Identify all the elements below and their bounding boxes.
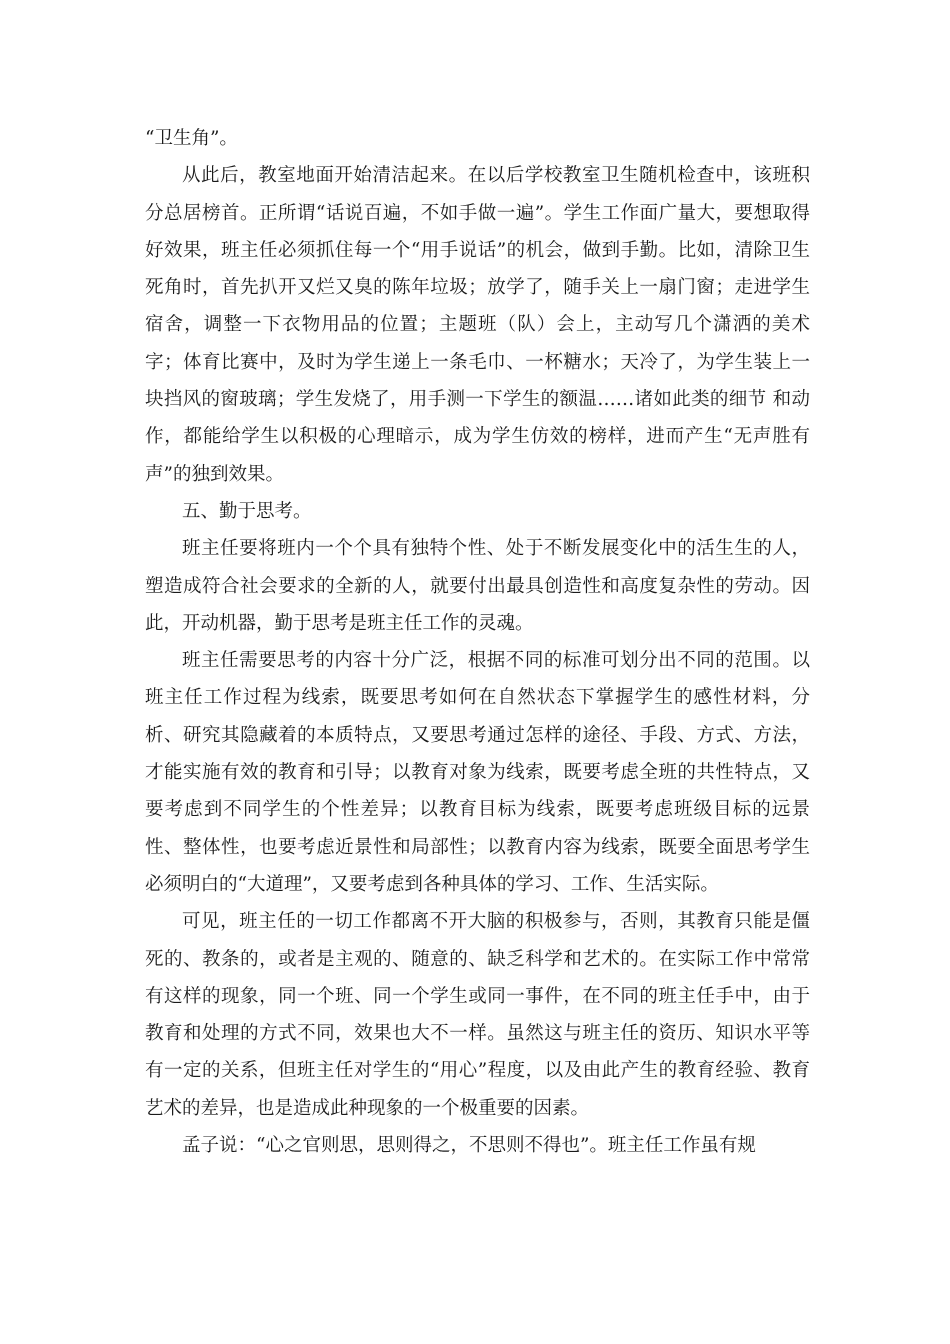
paragraph-hands-on: 从此后，教室地面开始清洁起来。在以后学校教室卫生随机检查中，该班积分总居榜首。正所谓“话说百遍，不如手做一遍”。学生工作面广量大，要想取得好效果，班主任必须抓住每一个“用手说话”的机会，做到手勤。比如，清除卫生死角时，首先扒开又烂又臭的陈年垃圾；放学了，随手关上一扇门窗；走进学生宿舍，调整一下衣物用品的位置；主题班（队）会上，主动写几个潇洒的美术字；体育比赛中，及时为学生递上一条毛巾、一杯糖水；天冷了，为学生装上一块挡风的窗玻璃；学生发烧了，用手测一下学生的额温……诸如此类的细节 和动作，都能给学生以积极的心理暗示，成为学生仿效的榜样，进而产生“无声胜有声”的独到效果。: [145, 165, 810, 485]
section-heading-five: 五、勤于思考。: [182, 500, 312, 522]
paragraph-thinking-scope: 班主任需要思考的内容十分广泛，根据不同的标准可划分出不同的范围。以班主任工作过程为线索，既要思考如何在自然状态下掌握学生的感性材料，分析、研究其隐藏着的本质特点，又要思考通过怎样的途径、手段、方式、方法，才能实施有效的教育和引导；以教育对象为线索，既要考虑全班的共性特点，又要考虑到不同学生的个性差异；以教育目标为线索，既要考虑班级目标的远景性、整体性，也要考虑近景性和局部性；以教育内容为线索，既要全面思考学生必须明白的“大道理”，又要考虑到各种具体的学习、工作、生活实际。: [145, 650, 810, 895]
paragraph-mencius-quote: 孟子说：“心之官则思，思则得之，不思则不得也”。班主任工作虽有规: [182, 1135, 756, 1157]
paragraph-continuation: “卫生角”。: [145, 128, 238, 149]
document-body: [145, 120, 810, 1164]
paragraph-thinking-intro: 班主任要将班内一个个具有独特个性、处于不断发展变化中的活生生的人，塑造成符合社会要求的全新的人，就要付出最具创造性和高度复杂性的劳动。因此，开动机器，勤于思考是班主任工作的灵魂。: [145, 538, 810, 634]
paragraph-thinking-importance: 可见，班主任的一切工作都离不开大脑的积极参与，否则，其教育只能是僵死的、教条的，或者是主观的、随意的、缺乏科学和艺术的。在实际工作中常常有这样的现象，同一个班、同一个学生或同一事件，在不同的班主任手中，由于教育和处理的方式不同，效果也大不一样。虽然这与班主任的资历、知识水平等有一定的关系，但班主任对学生的“用心”程度，以及由此产生的教育经验、教育艺术的差异，也是造成此种现象的一个极重要的因素。: [145, 911, 810, 1119]
